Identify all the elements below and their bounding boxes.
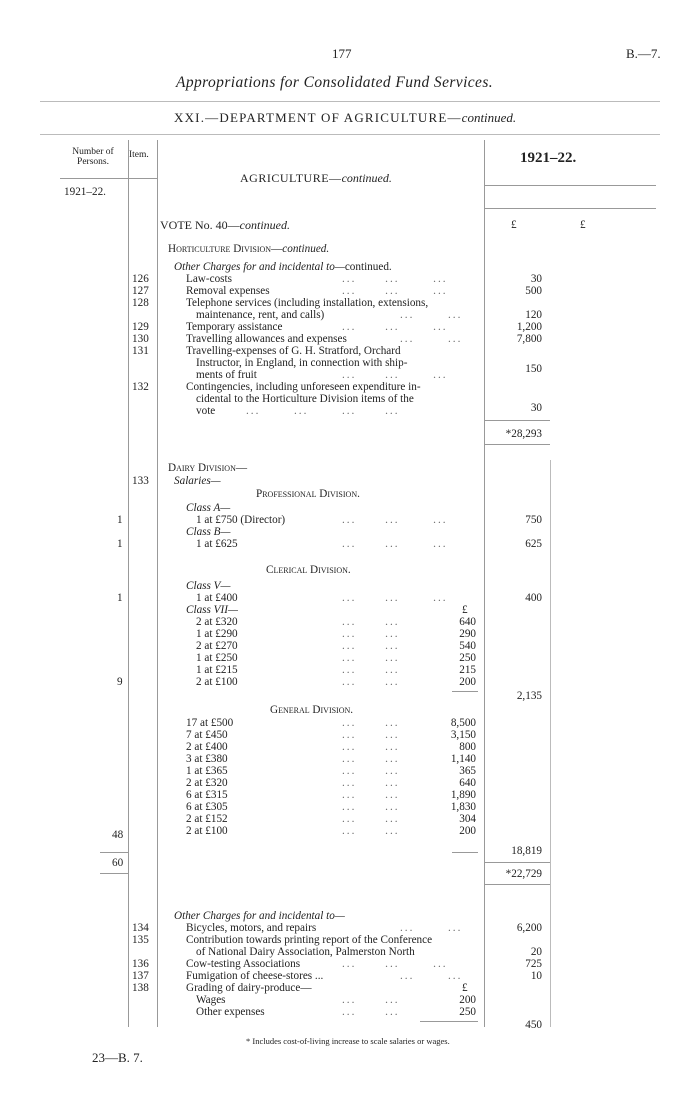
salary-amount: 250 bbox=[459, 652, 476, 664]
line-item-text: cidental to the Horticulture Division items of the bbox=[196, 393, 414, 405]
salaries-heading: Salaries— bbox=[174, 475, 221, 487]
professional-division-heading: Professional Division. bbox=[256, 488, 360, 500]
line-item-text: Other expenses bbox=[196, 1006, 265, 1018]
line-item-text: Travelling allowances and expenses bbox=[186, 333, 347, 345]
persons-count: 9 bbox=[117, 676, 123, 688]
item-number: 126 bbox=[132, 273, 149, 285]
line-item-text: maintenance, rent, and calls) bbox=[196, 309, 325, 321]
item-number: 127 bbox=[132, 285, 149, 297]
salary-amount: 3,150 bbox=[450, 729, 476, 741]
salary-line: 2 at £320 bbox=[186, 777, 228, 789]
line-item-text: vote bbox=[196, 405, 216, 417]
line-item-text: Removal expenses bbox=[186, 285, 270, 297]
line-item-text: Contingencies, including unforeseen expenditure in- bbox=[186, 381, 421, 393]
footer-reference: 23—B. 7. bbox=[92, 1050, 143, 1065]
line-item-text: ments of fruit bbox=[196, 369, 257, 381]
salary-line: 1 at £290 bbox=[196, 628, 238, 640]
salary-amount: 200 bbox=[459, 676, 476, 688]
salary-amount: 1,830 bbox=[450, 801, 476, 813]
page-title: Appropriations for Consolidated Fund Services. bbox=[176, 74, 494, 91]
general-division-heading: General Division. bbox=[270, 704, 354, 716]
salary-line: 2 at £270 bbox=[196, 640, 238, 652]
column-header-item: Item. bbox=[129, 150, 149, 160]
line-item-text: Temporary assistance bbox=[186, 321, 283, 333]
clerical-division-heading: Clerical Division. bbox=[266, 564, 351, 576]
salary-line: 1 at £625 bbox=[196, 538, 238, 550]
persons-count: 1 bbox=[117, 538, 123, 550]
line-item-amount: 20 bbox=[530, 946, 542, 958]
salary-amount: 400 bbox=[525, 592, 542, 604]
horticulture-total: *28,293 bbox=[505, 428, 542, 440]
line-item-text: Wages bbox=[196, 994, 226, 1006]
document-reference: B.—7. bbox=[626, 46, 661, 61]
persons-count: 1 bbox=[117, 592, 123, 604]
item-number: 132 bbox=[132, 381, 149, 393]
item-number: 131 bbox=[132, 345, 149, 357]
salary-line: 6 at £315 bbox=[186, 789, 228, 801]
salary-amount: 200 bbox=[459, 825, 476, 837]
salary-line: 1 at £365 bbox=[186, 765, 228, 777]
line-item-text: Travelling-expenses of G. H. Stratford, Orchard bbox=[186, 345, 401, 357]
line-item-text: Fumigation of cheese-stores ... bbox=[186, 970, 324, 982]
salary-line: 2 at £100 bbox=[186, 825, 228, 837]
pound-symbol: £ bbox=[462, 982, 468, 994]
line-item-amount: 7,800 bbox=[516, 333, 542, 345]
line-item-text: Cow-testing Associations bbox=[186, 958, 301, 970]
salary-amount: 304 bbox=[459, 813, 476, 825]
line-item-amount: 250 bbox=[459, 1006, 476, 1018]
vote-heading: VOTE No. 40—continued. bbox=[160, 218, 290, 232]
salary-amount: 800 bbox=[459, 741, 476, 753]
item-number: 133 bbox=[132, 475, 149, 487]
dairy-total: *22,729 bbox=[505, 868, 542, 880]
salary-line: 7 at £450 bbox=[186, 729, 228, 741]
salary-amount: 540 bbox=[459, 640, 476, 652]
item-number: 130 bbox=[132, 333, 149, 345]
salary-line: 1 at £400 bbox=[196, 592, 238, 604]
general-division-total: 18,819 bbox=[511, 845, 542, 857]
salary-line: 2 at £320 bbox=[196, 616, 238, 628]
line-item-text: Law-costs bbox=[186, 273, 232, 285]
line-item-amount: 725 bbox=[525, 958, 542, 970]
line-item-amount: 30 bbox=[530, 273, 542, 285]
salary-line: 2 at £400 bbox=[186, 741, 228, 753]
salary-line: 1 at £250 bbox=[196, 652, 238, 664]
salary-line: 2 at £152 bbox=[186, 813, 228, 825]
salary-line: 2 at £100 bbox=[196, 676, 238, 688]
line-item-text: of National Dairy Association, Palmerston North bbox=[196, 946, 415, 958]
class-heading: Class V— bbox=[186, 580, 231, 592]
other-charges-heading: Other Charges for and incidental to—continued. bbox=[174, 261, 392, 273]
item-number: 128 bbox=[132, 297, 149, 309]
page-number: 177 bbox=[332, 46, 352, 61]
salary-amount: 625 bbox=[525, 538, 542, 550]
pound-symbol: £ bbox=[511, 219, 517, 231]
line-item-amount: 150 bbox=[525, 363, 542, 375]
salary-line: 3 at £380 bbox=[186, 753, 228, 765]
footnote: * Includes cost-of-living increase to scale salaries or wages. bbox=[246, 1036, 450, 1046]
salary-amount: 215 bbox=[459, 664, 476, 676]
line-item-amount: 30 bbox=[530, 402, 542, 414]
other-charges-heading: Other Charges for and incidental to— bbox=[174, 910, 345, 922]
salary-amount: 1,890 bbox=[450, 789, 476, 801]
grading-total: 450 bbox=[525, 1019, 542, 1031]
item-number: 134 bbox=[132, 922, 149, 934]
item-number: 138 bbox=[132, 982, 149, 994]
class-heading: Class B— bbox=[186, 526, 231, 538]
dairy-division-heading: Dairy Division— bbox=[168, 462, 248, 474]
department-heading: XXI.—DEPARTMENT OF AGRICULTURE—continued. bbox=[174, 110, 517, 125]
pound-symbol: £ bbox=[462, 604, 468, 616]
line-item-text: Bicycles, motors, and repairs bbox=[186, 922, 317, 934]
line-item-amount: 6,200 bbox=[516, 922, 542, 934]
item-number: 129 bbox=[132, 321, 149, 333]
line-item-amount: 120 bbox=[525, 309, 542, 321]
line-item-amount: 200 bbox=[459, 994, 476, 1006]
line-item-text: Instructor, in England, in connection with ship- bbox=[196, 357, 408, 369]
persons-count: 48 bbox=[112, 829, 124, 841]
salary-amount: 8,500 bbox=[450, 717, 476, 729]
class-heading: Class A— bbox=[186, 502, 231, 514]
salary-amount: 640 bbox=[459, 777, 476, 789]
item-number: 136 bbox=[132, 958, 149, 970]
line-item-amount: 10 bbox=[530, 970, 542, 982]
class-heading: Class VII— bbox=[186, 604, 238, 616]
persons-total: 60 bbox=[112, 857, 124, 869]
column-header-persons: Number of Persons. bbox=[72, 147, 114, 167]
persons-count: 1 bbox=[117, 514, 123, 526]
subsection-heading: Horticulture Division—continued. bbox=[168, 243, 330, 255]
line-item-amount: 500 bbox=[525, 285, 542, 297]
year-label-left: 1921–22. bbox=[64, 186, 106, 198]
item-number: 135 bbox=[132, 934, 149, 946]
line-item-amount: 1,200 bbox=[516, 321, 542, 333]
class-vii-total: 2,135 bbox=[516, 690, 542, 702]
pound-symbol: £ bbox=[580, 219, 586, 231]
salary-amount: 365 bbox=[459, 765, 476, 777]
item-number: 137 bbox=[132, 970, 149, 982]
line-item-text: Telephone services (including installation, extensions, bbox=[186, 297, 429, 309]
salary-amount: 640 bbox=[459, 616, 476, 628]
salary-line: 1 at £215 bbox=[196, 664, 238, 676]
line-item-text: Contribution towards printing report of the Conference bbox=[186, 934, 433, 946]
salary-line: 17 at £500 bbox=[186, 717, 234, 729]
salary-line: 1 at £750 (Director) bbox=[196, 514, 286, 526]
salary-amount: 1,140 bbox=[450, 753, 476, 765]
column-header-year: 1921–22. bbox=[520, 150, 577, 166]
salary-amount: 290 bbox=[459, 628, 476, 640]
salary-line: 6 at £305 bbox=[186, 801, 228, 813]
section-heading: AGRICULTURE—continued. bbox=[240, 171, 392, 185]
line-item-text: Grading of dairy-produce— bbox=[186, 982, 312, 994]
salary-amount: 750 bbox=[525, 514, 542, 526]
